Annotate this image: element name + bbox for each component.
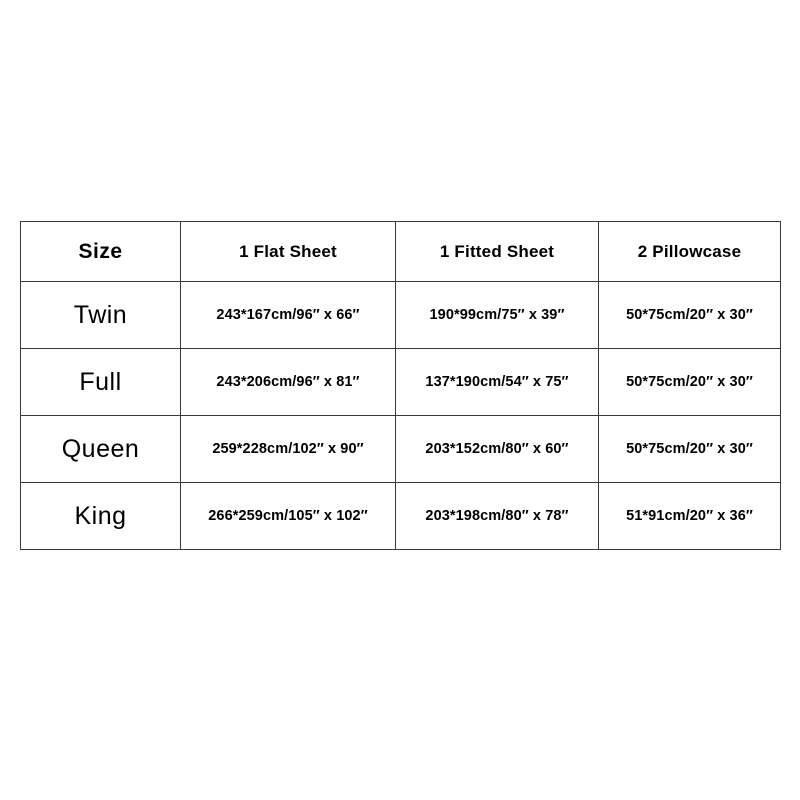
cell-full-pillowcase: 50*75cm/20″ x 30″ [599, 349, 781, 416]
cell-queen-fitted-sheet: 203*152cm/80″ x 60″ [396, 416, 599, 483]
cell-king-flat-sheet: 266*259cm/105″ x 102″ [181, 483, 396, 550]
table-header-row [21, 222, 781, 282]
bedding-size-table [20, 221, 781, 550]
header-cell-fitted-sheet: 1 Fitted Sheet [396, 222, 599, 282]
table-row [21, 282, 781, 349]
table-row [21, 416, 781, 483]
cell-king-fitted-sheet: 203*198cm/80″ x 78″ [396, 483, 599, 550]
header-cell-pillowcase: 2 Pillowcase [599, 222, 781, 282]
row-label-queen: Queen [21, 416, 181, 483]
header-cell-flat-sheet: 1 Flat Sheet [181, 222, 396, 282]
cell-twin-pillowcase: 50*75cm/20″ x 30″ [599, 282, 781, 349]
cell-queen-pillowcase: 50*75cm/20″ x 30″ [599, 416, 781, 483]
table-row [21, 349, 781, 416]
table-row [21, 483, 781, 550]
cell-full-fitted-sheet: 137*190cm/54″ x 75″ [396, 349, 599, 416]
row-label-full: Full [21, 349, 181, 416]
header-cell-size: Size [21, 222, 181, 282]
cell-king-pillowcase: 51*91cm/20″ x 36″ [599, 483, 781, 550]
row-label-king: King [21, 483, 181, 550]
cell-queen-flat-sheet: 259*228cm/102″ x 90″ [181, 416, 396, 483]
cell-full-flat-sheet: 243*206cm/96″ x 81″ [181, 349, 396, 416]
cell-twin-flat-sheet: 243*167cm/96″ x 66″ [181, 282, 396, 349]
cell-twin-fitted-sheet: 190*99cm/75″ x 39″ [396, 282, 599, 349]
row-label-twin: Twin [21, 282, 181, 349]
